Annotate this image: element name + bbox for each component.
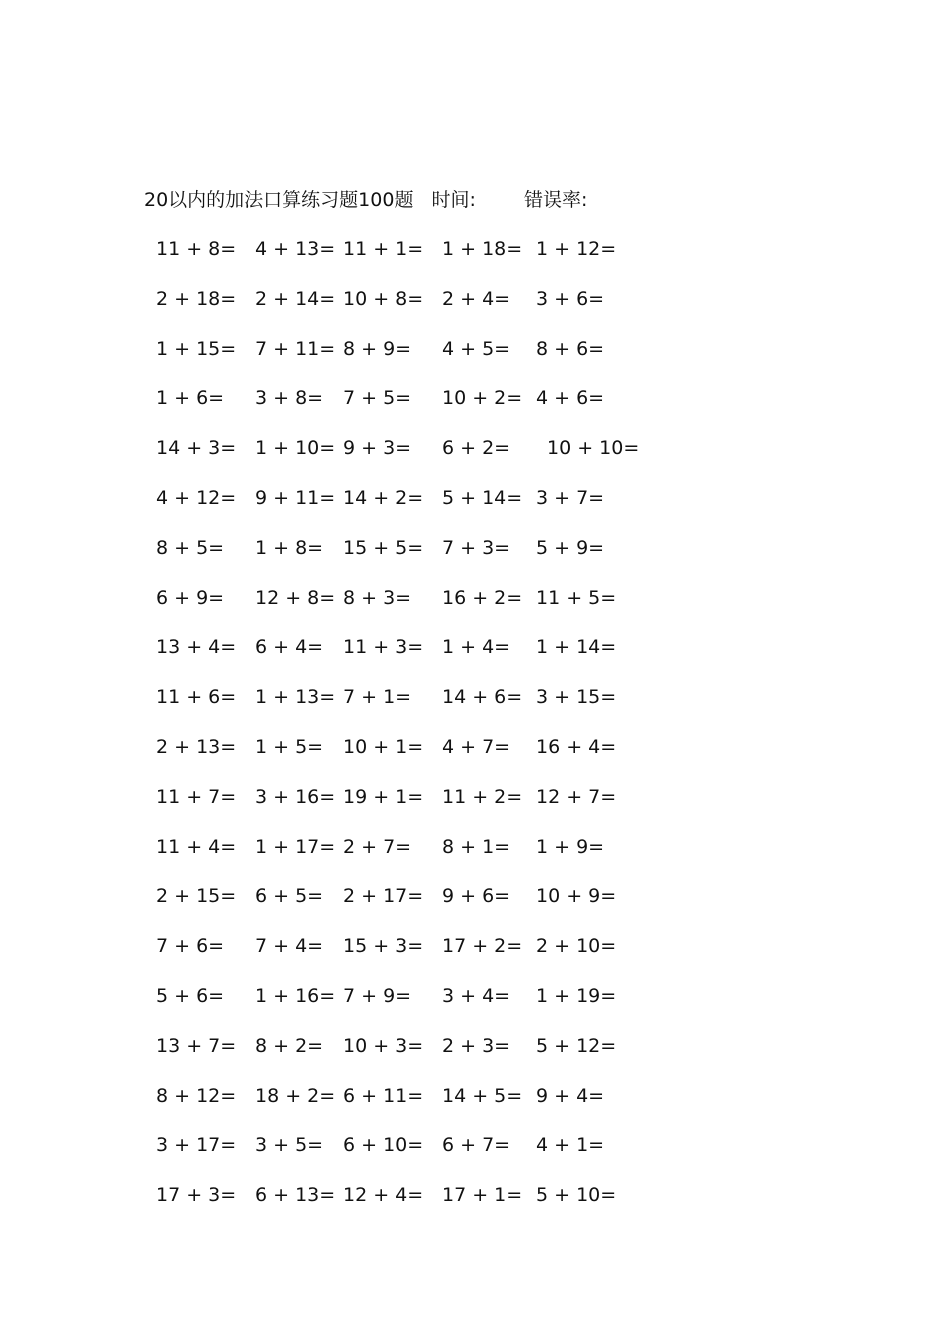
addition-problem: 5 + 9= [536,537,605,559]
addition-problem: 6 + 9= [156,587,225,609]
addition-problem: 1 + 19= [536,985,617,1007]
error-rate-label: 错误率: [523,189,588,211]
addition-problem: 6 + 13= [255,1184,336,1206]
problem-row [0,334,950,364]
addition-problem: 17 + 2= [442,935,523,957]
addition-problem: 1 + 8= [255,537,324,559]
addition-problem: 18 + 2= [255,1085,336,1107]
addition-problem: 1 + 4= [442,636,511,658]
problem-row [0,931,950,961]
addition-problem: 6 + 4= [255,636,324,658]
addition-problem: 1 + 17= [255,836,336,858]
addition-problem: 6 + 7= [442,1134,511,1156]
problem-row [0,682,950,712]
addition-problem: 2 + 7= [343,836,412,858]
addition-problem: 19 + 1= [343,786,424,808]
addition-problem: 9 + 11= [255,487,336,509]
addition-problem: 12 + 4= [343,1184,424,1206]
addition-problem: 4 + 7= [442,736,511,758]
addition-problem: 4 + 1= [536,1134,605,1156]
addition-problem: 1 + 5= [255,736,324,758]
addition-problem: 7 + 3= [442,537,511,559]
addition-problem: 11 + 5= [536,587,617,609]
addition-problem: 1 + 14= [536,636,617,658]
addition-problem: 2 + 13= [156,736,237,758]
addition-problem: 3 + 15= [536,686,617,708]
problem-row [0,981,950,1011]
addition-problem: 3 + 6= [536,288,605,310]
addition-problem: 2 + 15= [156,885,237,907]
addition-problem: 11 + 2= [442,786,523,808]
addition-problem: 6 + 2= [442,437,511,459]
problem-row [0,881,950,911]
problem-row [0,234,950,264]
problem-row [0,1031,950,1061]
addition-problem: 2 + 10= [536,935,617,957]
addition-problem: 8 + 6= [536,338,605,360]
addition-problem: 11 + 3= [343,636,424,658]
problem-row [0,284,950,314]
worksheet-header [144,186,587,214]
addition-problem: 15 + 5= [343,537,424,559]
addition-problem: 8 + 12= [156,1085,237,1107]
addition-problem: 1 + 13= [255,686,336,708]
addition-problem: 1 + 9= [536,836,605,858]
time-label: 时间: [431,189,476,211]
addition-problem: 11 + 6= [156,686,237,708]
addition-problem: 4 + 13= [255,238,336,260]
addition-problem: 11 + 4= [156,836,237,858]
addition-problem: 14 + 3= [156,437,237,459]
addition-problem: 10 + 10= [547,437,640,459]
addition-problem: 13 + 4= [156,636,237,658]
addition-problem: 8 + 9= [343,338,412,360]
addition-problem: 6 + 10= [343,1134,424,1156]
addition-problem: 16 + 4= [536,736,617,758]
problem-row [0,433,950,463]
addition-problem: 1 + 6= [156,387,225,409]
addition-problem: 5 + 10= [536,1184,617,1206]
problem-row [0,782,950,812]
addition-problem: 2 + 14= [255,288,336,310]
addition-problem: 3 + 17= [156,1134,237,1156]
addition-problem: 3 + 16= [255,786,336,808]
addition-problem: 1 + 18= [442,238,523,260]
addition-problem: 2 + 18= [156,288,237,310]
addition-problem: 17 + 3= [156,1184,237,1206]
problem-row [0,583,950,613]
problem-row [0,1081,950,1111]
addition-problem: 5 + 12= [536,1035,617,1057]
addition-problem: 4 + 5= [442,338,511,360]
addition-problem: 2 + 17= [343,885,424,907]
addition-problem: 10 + 9= [536,885,617,907]
addition-problem: 4 + 12= [156,487,237,509]
addition-problem: 8 + 5= [156,537,225,559]
addition-problem: 4 + 6= [536,387,605,409]
addition-problem: 7 + 4= [255,935,324,957]
addition-problem: 6 + 5= [255,885,324,907]
addition-problem: 3 + 7= [536,487,605,509]
addition-problem: 11 + 1= [343,238,424,260]
addition-problem: 5 + 6= [156,985,225,1007]
addition-problem: 9 + 6= [442,885,511,907]
problem-row [0,732,950,762]
addition-problem: 8 + 3= [343,587,412,609]
addition-problem: 15 + 3= [343,935,424,957]
addition-problem: 13 + 7= [156,1035,237,1057]
addition-problem: 3 + 4= [442,985,511,1007]
addition-problem: 3 + 8= [255,387,324,409]
problem-row [0,533,950,563]
addition-problem: 1 + 15= [156,338,237,360]
addition-problem: 10 + 2= [442,387,523,409]
addition-problem: 7 + 6= [156,935,225,957]
addition-problem: 1 + 12= [536,238,617,260]
addition-problem: 11 + 8= [156,238,237,260]
addition-problem: 6 + 11= [343,1085,424,1107]
addition-problem: 7 + 1= [343,686,412,708]
addition-problem: 1 + 10= [255,437,336,459]
addition-problem: 10 + 8= [343,288,424,310]
addition-problem: 12 + 8= [255,587,336,609]
addition-problem: 14 + 5= [442,1085,523,1107]
addition-problem: 12 + 7= [536,786,617,808]
addition-problem: 3 + 5= [255,1134,324,1156]
addition-problem: 8 + 1= [442,836,511,858]
addition-problem: 7 + 5= [343,387,412,409]
problem-row [0,383,950,413]
problem-row [0,832,950,862]
addition-problem: 14 + 6= [442,686,523,708]
addition-problem: 1 + 16= [255,985,336,1007]
addition-problem: 16 + 2= [442,587,523,609]
addition-problem: 5 + 14= [442,487,523,509]
addition-problem: 17 + 1= [442,1184,523,1206]
addition-problem: 2 + 3= [442,1035,511,1057]
addition-problem: 7 + 11= [255,338,336,360]
addition-problem: 11 + 7= [156,786,237,808]
addition-problem: 7 + 9= [343,985,412,1007]
addition-problem: 9 + 4= [536,1085,605,1107]
addition-problem: 10 + 1= [343,736,424,758]
worksheet-title: 20以内的加法口算练习题100题 [144,189,414,211]
addition-problem: 2 + 4= [442,288,511,310]
problem-row [0,1180,950,1210]
problem-row [0,483,950,513]
addition-problem: 14 + 2= [343,487,424,509]
addition-problem: 8 + 2= [255,1035,324,1057]
addition-problem: 9 + 3= [343,437,412,459]
problem-row [0,1130,950,1160]
problem-row [0,632,950,662]
addition-problem: 10 + 3= [343,1035,424,1057]
